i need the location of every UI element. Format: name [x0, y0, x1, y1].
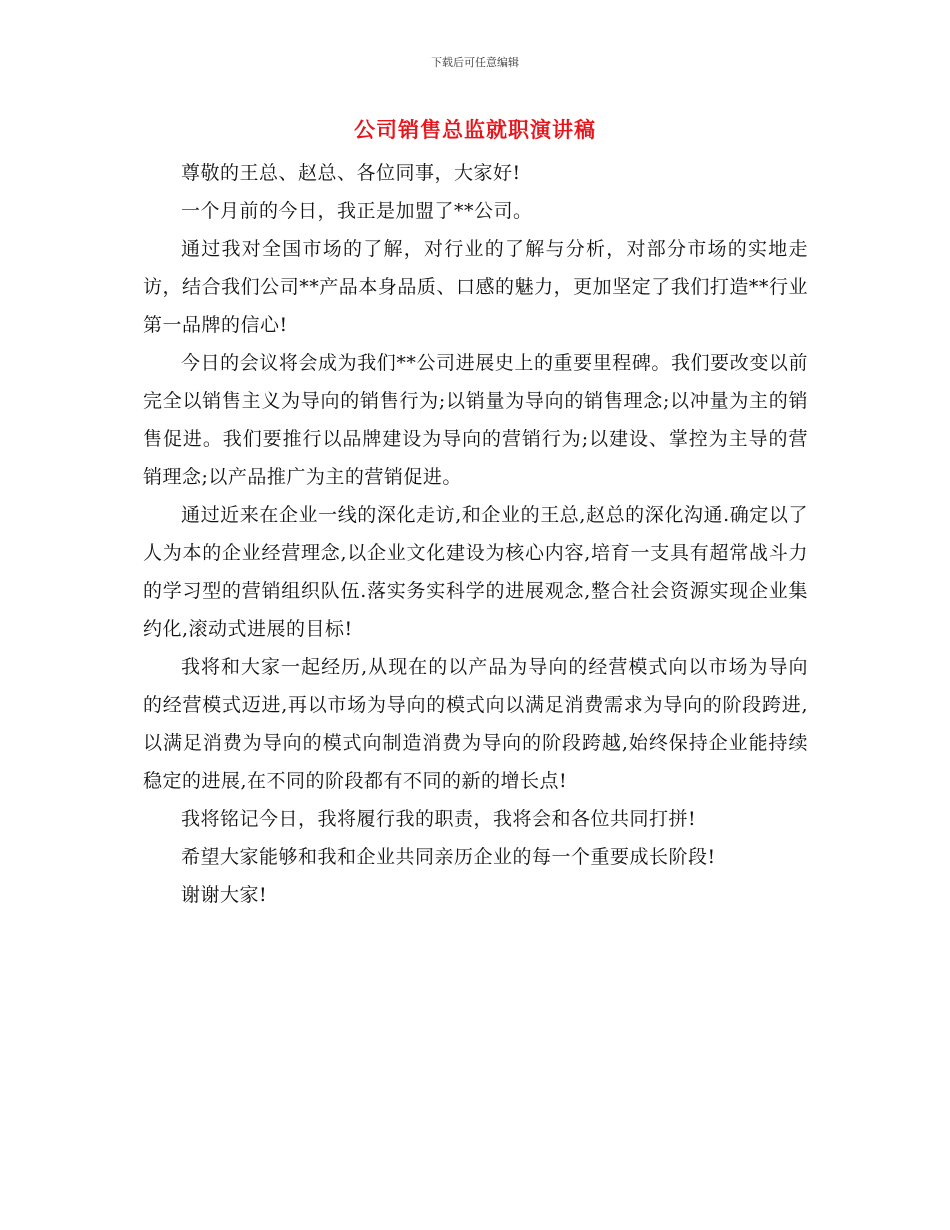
document-body	[143, 154, 808, 914]
document-title: 公司销售总监就职演讲稿	[354, 118, 596, 142]
header-note: 下载后可任意编辑	[431, 56, 519, 69]
paragraph-commitment: 我将铭记今日，我将履行我的职责，我将会和各位共同打拼!	[181, 808, 697, 830]
paragraph-culture: 通过近来在企业一线的深化走访,和企业的王总,赵总的深化沟通.确定以了人为本的企业经营理念,以企业文化建设为核心内容,培育一支具有超常战斗力的学习型的营销组织队伍.落实务实科学的进展观念,整合社会资源实现企业集约化,滚动式进展的目标!	[143, 504, 808, 640]
paragraph-hope: 希望大家能够和我和企业共同亲历企业的每一个重要成长阶段!	[181, 846, 716, 868]
paragraph-thanks: 谢谢大家!	[181, 884, 268, 906]
paragraph-milestone: 今日的会议将会成为我们**公司进展史上的重要里程碑。我们要改变以前完全以销售主义为导向的销售行为;以销量为导向的销售理念;以冲量为主的销售促进。我们要推行以品牌建设为导向的营销行为;以建设、掌控为主导的营销理念;以产品推广为主的营销促进。	[143, 352, 808, 488]
paragraph-development: 我将和大家一起经历,从现在的以产品为导向的经营模式向以市场为导向的经营模式迈进,再以市场为导向的模式向以满足消费需求为导向的阶段跨进,以满足消费为导向的模式向制造消费为导向的阶段跨越,始终保持企业能持续稳定的进展,在不同的阶段都有不同的新的增长点!	[143, 656, 808, 792]
paragraph-intro: 一个月前的今日，我正是加盟了**公司。	[181, 200, 533, 222]
paragraph-greeting: 尊敬的王总、赵总、各位同事，大家好!	[181, 162, 521, 184]
paragraph-market: 通过我对全国市场的了解，对行业的了解与分析，对部分市场的实地走访，结合我们公司**产品本身品质、口感的魅力，更加坚定了我们打造**行业第一品牌的信心!	[143, 238, 808, 336]
